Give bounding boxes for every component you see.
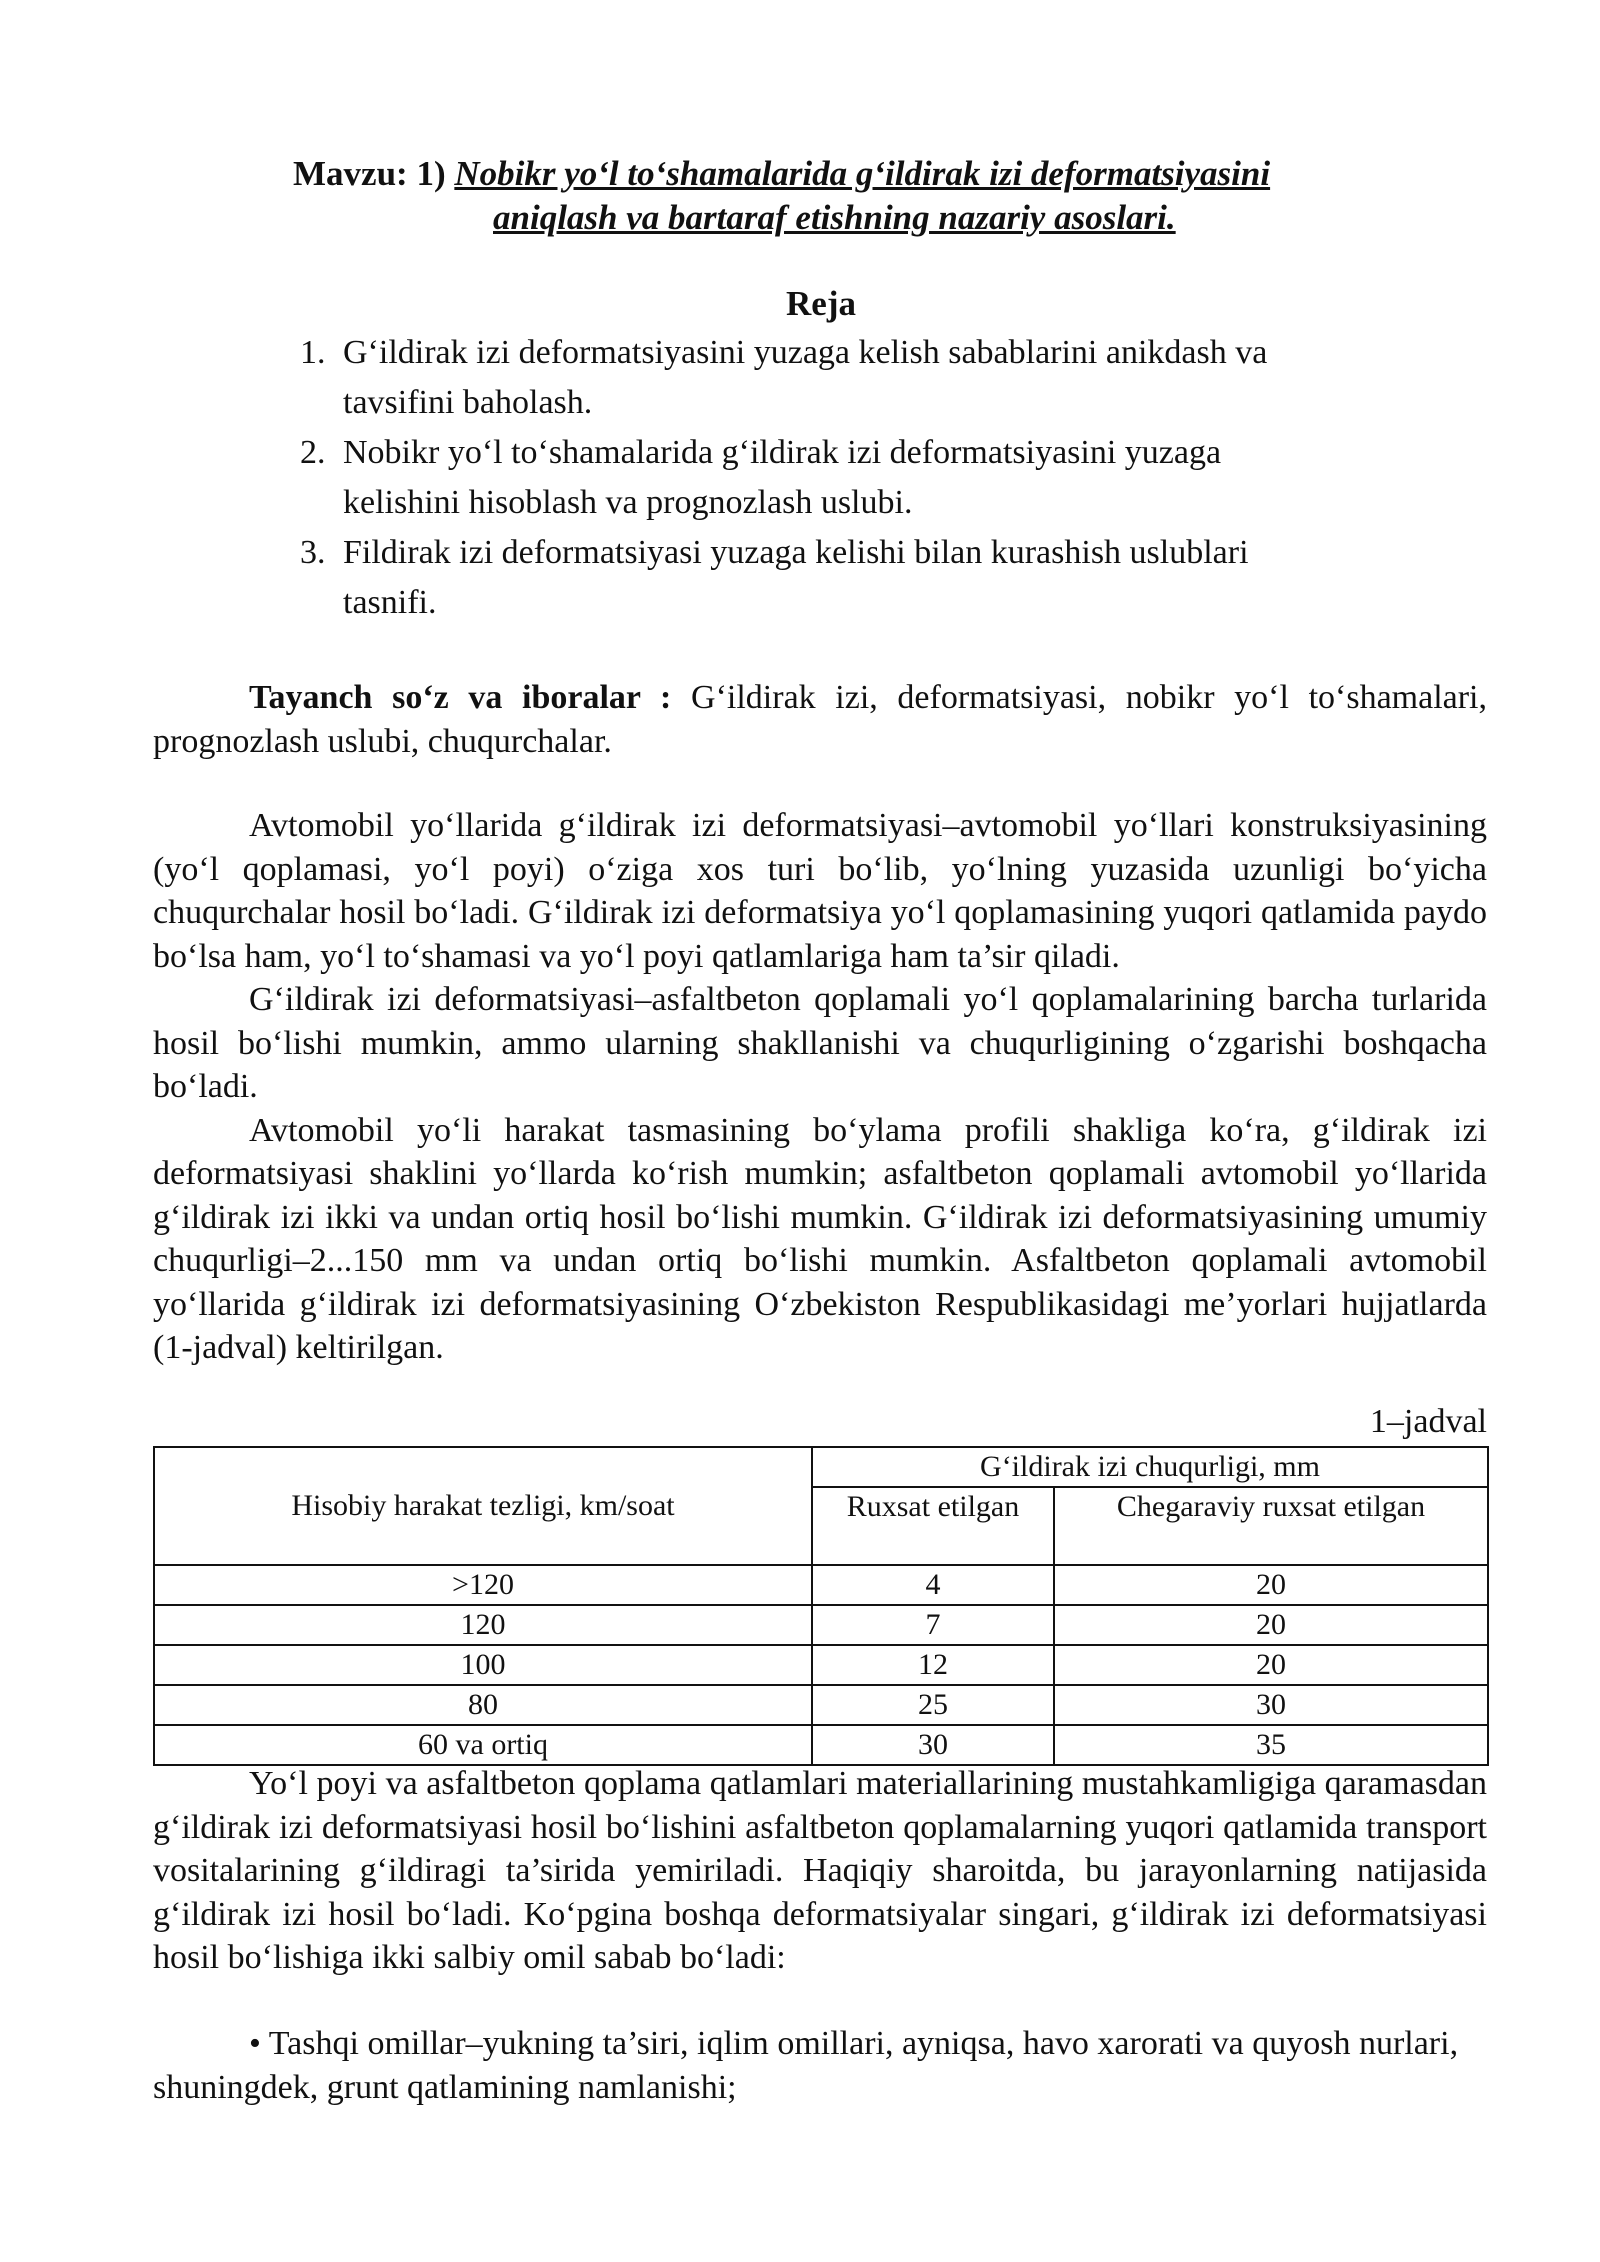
speed-cell: 100 [154, 1645, 812, 1685]
allowed-cell: 30 [812, 1725, 1054, 1765]
table-row [154, 1565, 1488, 1605]
plan-item-number: 3. [300, 534, 326, 571]
table-header-row [154, 1447, 1488, 1487]
topic-title-line2 [493, 196, 1176, 240]
rut-depth-group-header: G‘ildirak izi chuqurligi, mm [812, 1447, 1488, 1487]
allowed-cell: 7 [812, 1605, 1054, 1645]
bullet-text: Tashqi omillar–yukning ta’siri, iqlim omillari, ayniqsa, havo xarorati va quyosh nurlari, shuningdek, grunt qatlamining namlanishi; [153, 2025, 1459, 2106]
plan-item-line: tasnifi. [343, 584, 437, 621]
body-text [153, 804, 1487, 1370]
keywords-paragraph [153, 676, 1487, 763]
topic-prefix: Mavzu: 1) [293, 154, 455, 193]
speed-cell: >120 [154, 1565, 812, 1605]
limit-cell: 20 [1054, 1565, 1488, 1605]
speed-column-header: Hisobiy harakat tezligi, km/soat [154, 1447, 812, 1565]
table-row [154, 1645, 1488, 1685]
bullet-list [153, 2022, 1487, 2109]
allowed-column-header: Ruxsat etilgan [812, 1487, 1054, 1565]
rut-depth-table [153, 1446, 1489, 1766]
limit-cell: 20 [1054, 1645, 1488, 1685]
plan-item-number: 2. [300, 434, 326, 471]
plan-item-line: kelishini hisoblash va prognozlash uslubi. [343, 484, 913, 521]
body-paragraph: Avtomobil yo‘llarida g‘ildirak izi deformatsiyasi–avtomobil yo‘llari konstruksiyasining (yo‘l qoplamasi, yo‘l poyi) o‘ziga xos turi bo‘lib, yo‘lning yuzasida uzunligi bo‘yicha chuqurchalar hosil bo‘ladi. G‘ildirak izi deformatsiya yo‘l qoplamasining yuqori qatlamida paydo bo‘lsa ham, yo‘l to‘shamasi va yo‘l poyi qatlamlariga ham ta’sir qiladi. [153, 807, 1487, 975]
table-row [154, 1685, 1488, 1725]
body-paragraph: Avtomobil yo‘li harakat tasmasining bo‘ylama profili shakliga ko‘ra, g‘ildirak izi deformatsiyasi shaklini yo‘llarda ko‘rish mumkin; asfaltbeton qoplamali avtomobil yo‘llarida g‘ildirak izi ikki va undan ortiq hosil bo‘lishi mumkin. G‘ildirak izi deformatsiyasining umumiy chuqurligi–2...150 mm va undan ortiq bo‘lishi mumkin. Asfaltbeton qoplamali avtomobil yo‘llarida g‘ildirak izi deformatsiyasining O‘zbekiston Respublikasidagi me’yorlari hujjatlarda (1-jadval) keltirilgan. [153, 1111, 1487, 1366]
keywords-label: Tayanch so‘z va iboralar : [249, 679, 672, 716]
body-paragraph: Yo‘l poyi va asfaltbeton qoplama qatlamlari materiallarining mustahkamligiga qaramasdan g‘ildirak izi deformatsiyasi hosil bo‘lishini asfaltbeton qoplamalarning yuqori qatlamida transport vositalarining g‘ildiragi ta’sirida yemiriladi. Haqiqiy sharoitda, bu jarayonlarning natijasida g‘ildirak izi hosil bo‘ladi. Ko‘pgina boshqa deformatsiyalar singari, g‘ildirak izi deformatsiyasi hosil bo‘lishiga ikki salbiy omil sabab bo‘ladi: [153, 1765, 1487, 1976]
plan-item-line: Fildirak izi deformatsiyasi yuzaga kelishi bilan kurashish uslublari [343, 534, 1249, 571]
topic-title-line1 [293, 152, 1270, 196]
allowed-cell: 4 [812, 1565, 1054, 1605]
topic-title-text-2: aniqlash va bartaraf etishning nazariy asoslari. [493, 198, 1176, 237]
speed-cell: 80 [154, 1685, 812, 1725]
body-paragraph: G‘ildirak izi deformatsiyasi–asfaltbeton qoplamali yo‘l qoplamalarining barcha turlarida hosil bo‘lishi mumkin, ammo ularning shakllanishi va chuqurligining o‘zgarishi boshqacha bo‘ladi. [153, 981, 1487, 1105]
allowed-cell: 12 [812, 1645, 1054, 1685]
keywords-text: G‘ildirak izi, deformatsiyasi, nobikr yo‘l to‘shamalari, prognozlash uslubi, chuqurchalar. [153, 679, 1488, 760]
plan-item-number: 1. [300, 334, 326, 371]
table-row [154, 1605, 1488, 1645]
bullet-icon: • [249, 2025, 261, 2062]
bullet-item [153, 2022, 1487, 2109]
after-table-text [153, 1762, 1487, 1980]
speed-cell: 120 [154, 1605, 812, 1645]
plan-heading: Reja [786, 284, 856, 323]
limit-cell: 35 [1054, 1725, 1488, 1765]
limit-column-header: Chegaraviy ruxsat etilgan [1054, 1487, 1488, 1565]
plan-item-line: G‘ildirak izi deformatsiyasini yuzaga kelish sabablarini anikdash va [343, 334, 1268, 371]
allowed-cell: 25 [812, 1685, 1054, 1725]
table-caption: 1–jadval [1369, 1403, 1487, 1440]
table-row [154, 1725, 1488, 1765]
plan-item-line: tavsifini baholash. [343, 384, 593, 421]
speed-cell: 60 va ortiq [154, 1725, 812, 1765]
limit-cell: 30 [1054, 1685, 1488, 1725]
plan-item-line: Nobikr yo‘l to‘shamalarida g‘ildirak izi deformatsiyasini yuzaga [343, 434, 1222, 471]
topic-title-text-1: Nobikr yo‘l to‘shamalarida g‘ildirak izi deformatsiyasini [454, 154, 1271, 193]
limit-cell: 20 [1054, 1605, 1488, 1645]
